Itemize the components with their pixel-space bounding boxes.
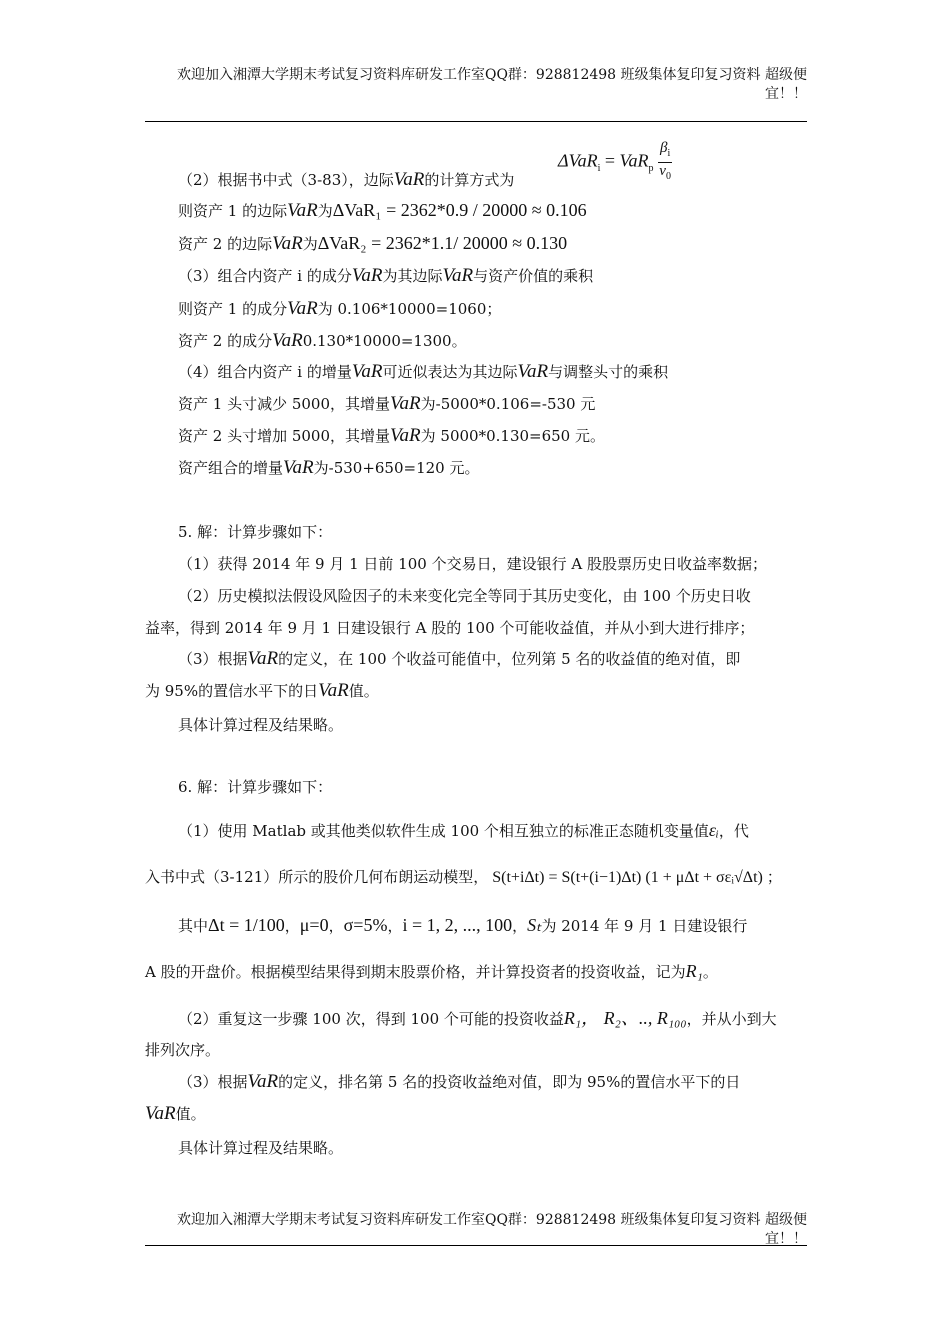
q5-step1: （1）获得 2014 年 9 月 1 日前 100 个交易日，建设银行 A 股股票历史日收益率数据；	[178, 555, 767, 573]
q5-step3-line2: 为 95%的置信水平下的日VaR值。	[145, 680, 379, 701]
q5-title: 5. 解：计算步骤如下：	[178, 523, 333, 541]
q4-asset1-marginal: 则资产 1 的边际VaR为ΔVaR₁ = 2362*0.9 / 20000 ≈ 0.106	[178, 200, 587, 221]
marginal-var-formula: ΔVaR$_i$ = VaR$_p$ $\frac{\beta_i}{v_0}$	[558, 140, 672, 185]
q6-step1-line1: （1）使用 Matlab 或其他类似软件生成 100 个相互独立的标准正态随机变量值εᵢ，代	[178, 820, 749, 840]
q6-step3-line2: VaR值。	[145, 1103, 206, 1124]
q4-step2: （2）根据书中式（3-83），边际VaR的计算方式为	[178, 169, 515, 190]
q4-asset2-incremental: 资产 2 头寸增加 5000，其增量VaR为 5000*0.130=650 元。	[178, 425, 605, 446]
page-header: 欢迎加入湘潭大学期末考试复习资料库研发工作室QQ群：928812498 班级集体复印复习资料 超级便宜！！	[176, 67, 807, 102]
q4-asset1-incremental: 资产 1 头寸减少 5000，其增量VaR为-5000*0.106=-530 元	[178, 393, 596, 414]
q4-portfolio-incremental: 资产组合的增量VaR为-530+650=120 元。	[178, 457, 480, 478]
q5-step2-line1: （2）历史模拟法假设风险因子的未来变化完全等同于其历史变化，由 100 个历史日收	[178, 587, 751, 605]
beta-over-v-fraction: $\frac{\beta_i}{v_0}$	[659, 140, 671, 182]
q6-step1-line3: 其中Δt = 1/100，μ=0，σ=5%，i = 1, 2, ..., 100，Sₜ为 2014 年 9 月 1 日建设银行	[178, 915, 748, 935]
q4-asset2-component: 资产 2 的成分VaR0.130*10000=1300。	[178, 330, 467, 351]
q6-step2-line1: （2）重复这一步骤 100 次，得到 100 个可能的投资收益R₁， R₂、.., R₁₀₀，并从小到大	[178, 1008, 777, 1028]
q6-step2-line2: 排列次序。	[145, 1041, 221, 1059]
q4-asset1-component: 则资产 1 的成分VaR为 0.106*10000=1060；	[178, 298, 502, 319]
q6-note: 具体计算过程及结果略。	[178, 1139, 344, 1157]
q6-title: 6. 解：计算步骤如下：	[178, 778, 333, 796]
q4-step4: （4）组合内资产 i 的增量VaR可近似表达为其边际VaR与调整头寸的乘积	[178, 361, 669, 382]
q5-note: 具体计算过程及结果略。	[178, 716, 344, 734]
q6-step3-line1: （3）根据VaR的定义，排名第 5 名的投资收益绝对值，即为 95%的置信水平下的日	[178, 1071, 741, 1092]
footer-rule	[145, 1245, 807, 1246]
q6-step1-line2: 入书中式（3-121）所示的股价几何布朗运动模型， S(t+iΔt) = S(t+(i−1)Δt) (1 + μΔt + σεᵢ√Δt) ；	[145, 868, 782, 886]
gbm-model-formula: S(t+iΔt) = S(t+(i−1)Δt) (1 + μΔt + σεᵢ√Δt)	[492, 869, 763, 886]
q4-asset2-marginal: 资产 2 的边际VaR为ΔVaR₂ = 2362*1.1/ 20000 ≈ 0.130	[178, 233, 568, 254]
q5-step2-line2: 益率，得到 2014 年 9 月 1 日建设银行 A 股的 100 个可能收益值，并从小到大进行排序；	[145, 619, 755, 637]
q5-step3-line1: （3）根据VaR的定义，在 100 个收益可能值中，位列第 5 名的收益值的绝对值，即	[178, 648, 741, 669]
header-rule	[145, 121, 807, 122]
q6-step1-line4: A 股的开盘价。根据模型结果得到期末股票价格，并计算投资者的投资收益，记为R₁。	[145, 961, 718, 981]
q4-step3: （3）组合内资产 i 的成分VaR为其边际VaR与资产价值的乘积	[178, 265, 594, 286]
page-footer: 欢迎加入湘潭大学期末考试复习资料库研发工作室QQ群：928812498 班级集体复印复习资料 超级便宜！！	[176, 1212, 807, 1247]
